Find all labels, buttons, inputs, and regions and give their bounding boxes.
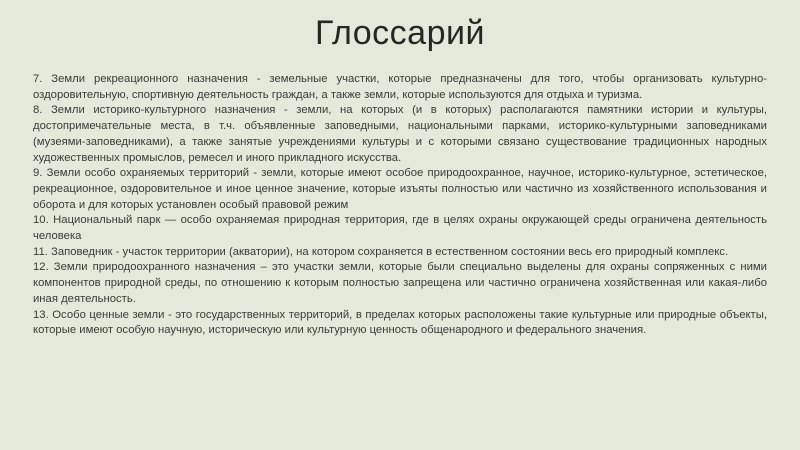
glossary-entry-13: 13. Особо ценные земли - это государственных территорий, в пределах которых расположены такие культурные или природные объекты, которые имеют особую научную, историческую или культурную ценность общенародного и федерального значения. (33, 308, 767, 337)
glossary-entry-8: 8. Земли историко-культурного назначения - земли, на которых (и в которых) располагаются памятники истории и культуры, достопримечательные места, в т.ч. объявленные заповедными, национальными парками, историко-культурными заповедниками (музеями-заповедниками), а также занятые учреждениями культуры и с которыми связано существование традиционных народных художественных промыслов, ремесел и иного прикладного искусства. (33, 104, 767, 164)
glossary-entry-9: 9. Земли особо охраняемых территорий - земли, которые имеют особое природоохранное, научное, историко-культурное, эстетическое, рекреационное, оздоровительное и иное ценное значение, которые изъяты полностью или частично из хозяйственного использования и оборота и для которых установлен особый правовой режим (33, 167, 767, 211)
glossary-entry-10: 10. Национальный парк — особо охраняемая природная территория, где в целях охраны окружающей среды ограничена деятельность человека (33, 214, 767, 243)
glossary-entry-12: 12. Земли природоохранного назначения – это участки земли, которые были специально выделены для охраны сопряженных с ними компонентов природной среды, по отношению к которым полностью запрещена или частично ограничена хозяйственная или какая-либо иная деятельность. (33, 261, 767, 305)
glossary-body (33, 72, 767, 339)
glossary-entry-11: 11. Заповедник - участок территории (акватории), на котором сохраняется в естественном состоянии весь его природный комплекс. (33, 245, 729, 258)
glossary-entry-7: 7. Земли рекреационного назначения - земельные участки, которые предназначены для того, чтобы организовать культурно-оздоровительную, спортивную деятельность граждан, а также земли, которые используются для отдыха и туризма. (33, 73, 767, 101)
slide-title: Глоссарий (315, 14, 485, 52)
